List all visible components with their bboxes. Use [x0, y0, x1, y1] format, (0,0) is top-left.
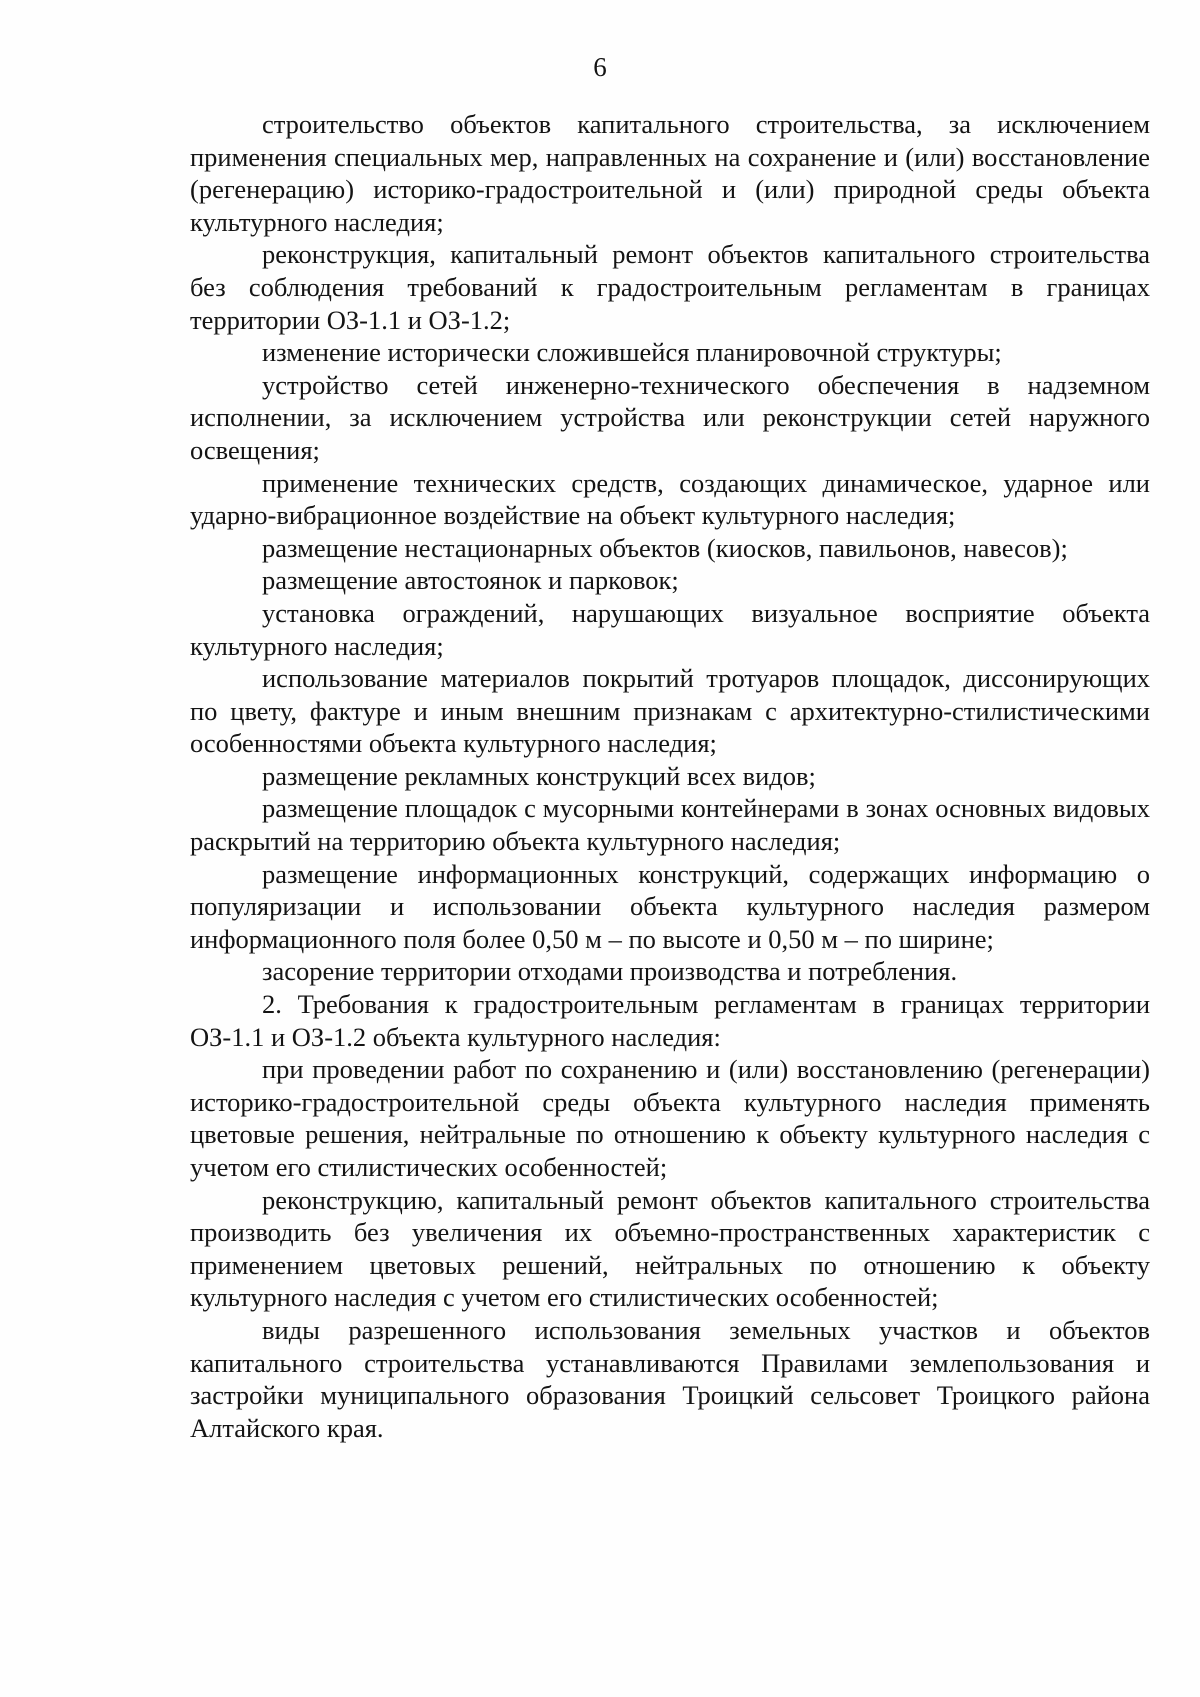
paragraph: виды разрешенного использования земельных участков и объектов капитального строительства устанавливаются Правилами землепользования и застройки муниципального образования Троицкий сельсовет Троицкого района Алтайского края.	[190, 1314, 1150, 1443]
paragraph: устройство сетей инженерно-технического обеспечения в надземном исполнении, за исключением устройства или реконструкции сетей наружного освещения;	[190, 369, 1150, 465]
paragraph: изменение исторически сложившейся планировочной структуры;	[262, 337, 1002, 368]
document-body	[190, 108, 1150, 1444]
paragraph: реконструкцию, капитальный ремонт объектов капитального строительства производить без увеличения их объемно-пространственных характеристик с применением цветовых решений, нейтральных по отношению к объекту культурного наследия с учетом его стилистических особенностей;	[190, 1184, 1150, 1313]
paragraph: размещение автостоянок и парковок;	[262, 565, 679, 596]
paragraph: при проведении работ по сохранению и (или) восстановлению (регенерации) историко-градостроительной среды объекта культурного наследия применять цветовые решения, нейтральные по отношению к объекту культурного наследия с учетом его стилистических особенностей;	[190, 1054, 1150, 1182]
page-number: 6	[593, 52, 607, 82]
paragraph: 2. Требования к градостроительным регламентам в границах территории ОЗ-1.1 и ОЗ-1.2 объекта культурного наследия:	[190, 989, 1150, 1052]
paragraph: применение технических средств, создающих динамическое, ударное или ударно-вибрационное воздействие на объект культурного наследия;	[190, 467, 1150, 531]
paragraph: размещение рекламных конструкций всех видов;	[262, 760, 816, 791]
paragraph: размещение площадок с мусорными контейнерами в зонах основных видовых раскрытий на территорию объекта культурного наследия;	[190, 793, 1150, 857]
paragraph: реконструкция, капитальный ремонт объектов капитального строительства без соблюдения требований к градостроительным регламентам в границах территории ОЗ-1.1 и ОЗ-1.2;	[190, 239, 1150, 335]
paragraph: установка ограждений, нарушающих визуальное восприятие объекта культурного наследия;	[190, 597, 1150, 661]
paragraph: использование материалов покрытий тротуаров площадок, диссонирующих по цвету, фактуре и иным внешним признакам с архитектурно-стилистическими особенностями объекта культурного наследия;	[190, 663, 1150, 759]
paragraph: засорение территории отходами производства и потребления.	[262, 956, 958, 987]
paragraph: строительство объектов капитального строительства, за исключением применения специальных мер, направленных на сохранение и (или) восстановление (регенерацию) историко-градостроительной и (или) природной среды объекта культурного наследия;	[190, 109, 1150, 237]
paragraph: размещение информационных конструкций, содержащих информацию о популяризации и использовании объекта культурного наследия размером информационного поля более 0,50 м – по высоте и 0,50 м – по ширине;	[190, 858, 1150, 954]
paragraph: размещение нестационарных объектов (киосков, павильонов, навесов);	[262, 532, 1068, 563]
